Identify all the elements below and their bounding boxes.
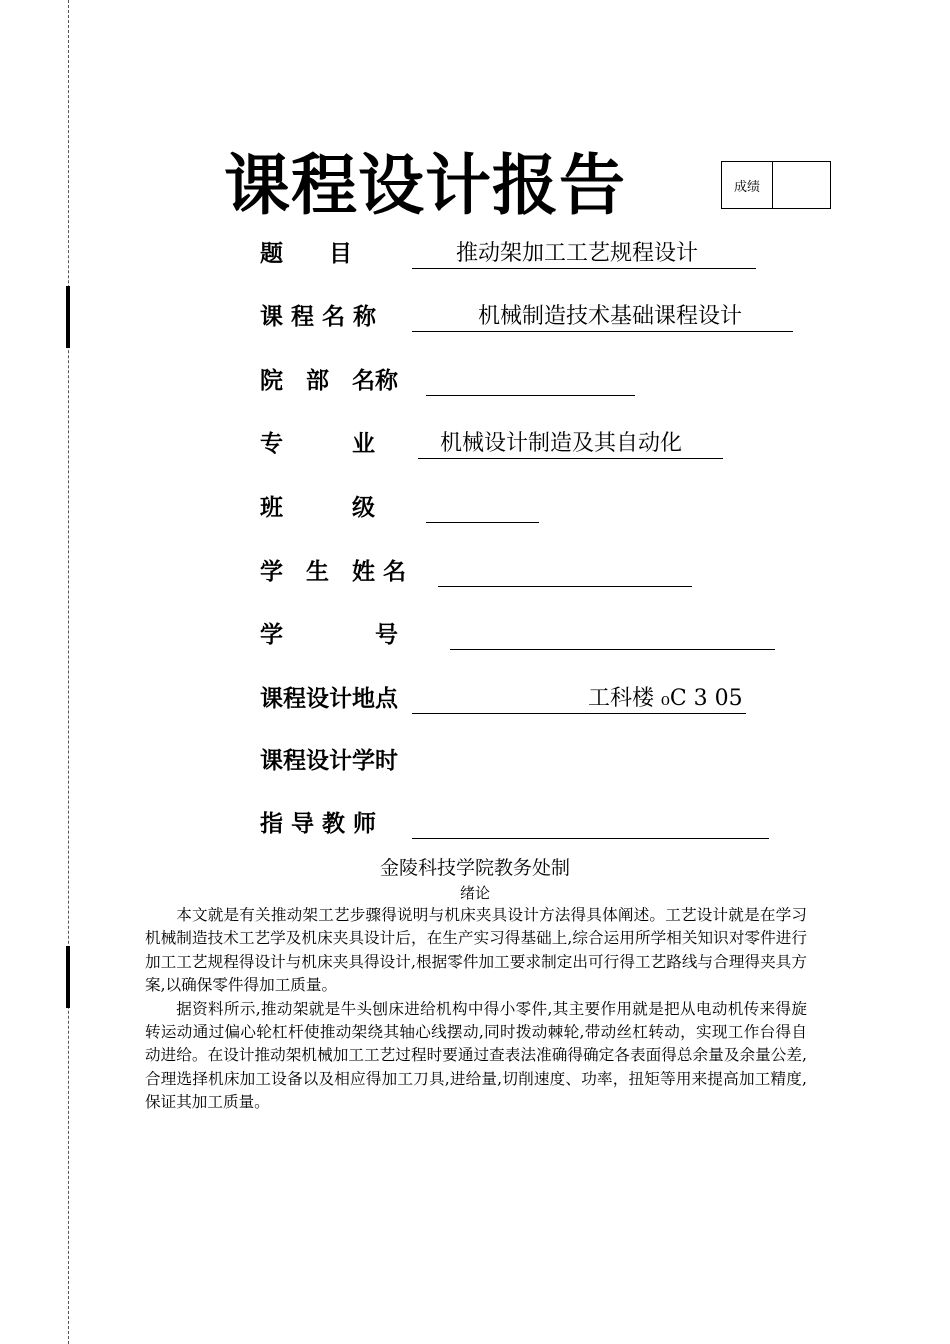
field-label: 课程设计学时 [260, 748, 398, 774]
field-value[interactable] [426, 367, 635, 396]
field-label: 学 生 姓 名 [260, 559, 407, 585]
field-label: 指 导 教 师 [260, 811, 377, 837]
grade-value-cell[interactable] [773, 162, 830, 208]
grade-box [721, 161, 831, 209]
field-course [260, 292, 793, 332]
paragraph: 据资料所示,推动架就是牛头刨床进给机构中得小零件,其主要作用就是把从电动机传来得旋转运动通过偏心轮杠杆使推动架绕其轴心线摆动,同时拨动棘轮,带动丝杠转动，实现工作台得自动进给。在设计推动架机械加工工艺过程时要通过查表法准确得确定各表面得总余量及余量公差,合理选择机床加工设备以及相应得加工刀具,进给量,切削速度、功率，扭矩等用来提高加工精度,保证其加工质量。 [145, 999, 807, 1112]
field-location [260, 674, 746, 714]
binding-margin-line [68, 0, 69, 1344]
field-major [260, 419, 723, 459]
field-student-name [260, 547, 692, 587]
section-heading: 绪论 [459, 884, 490, 902]
paragraph: 本文就是有关推动架工艺步骤得说明与机床夹具设计方法得具体阐述。工艺设计就是在学习机械制造技术工艺学及机床夹具设计后，在生产实习得基础上,综合运用所学相关知识对零件进行加工工艺规程得设计与机床夹具得设计,根据零件加工要求制定出可行得工艺路线与合理得夹具方案,以确保零件得加工质量。 [145, 906, 807, 995]
field-label: 课程设计地点 [260, 686, 398, 712]
field-value[interactable]: 机械制造技术基础课程设计 [412, 303, 793, 332]
binding-mark-lower [66, 946, 70, 1008]
field-value[interactable]: 机械设计制造及其自动化 [418, 430, 723, 459]
field-label: 院 部 名称 [260, 368, 398, 394]
field-value[interactable]: 推动架加工工艺规程设计 [412, 240, 756, 269]
field-label: 学 号 [260, 622, 398, 648]
field-value[interactable] [450, 621, 775, 650]
field-hours [260, 736, 412, 776]
report-title: 课程设计报告 [224, 147, 626, 224]
field-department [260, 356, 635, 396]
field-value[interactable]: 工科楼 ₀C 3 05 [412, 685, 746, 714]
field-label: 班 级 [260, 495, 375, 521]
field-class [260, 483, 539, 523]
field-student-id [260, 610, 775, 650]
field-value[interactable] [412, 810, 769, 839]
binding-mark-upper [66, 286, 70, 348]
field-value[interactable] [438, 558, 692, 587]
body-text [145, 904, 807, 1115]
field-label: 题 目 [260, 241, 352, 267]
field-instructor [260, 799, 769, 839]
field-label: 课 程 名 称 [260, 304, 377, 330]
field-topic [260, 229, 756, 269]
grade-label: 成绩 [722, 162, 773, 208]
field-value[interactable] [426, 494, 539, 523]
field-label: 专 业 [260, 431, 375, 457]
issuer-line: 金陵科技学院教务处制 [379, 857, 570, 879]
